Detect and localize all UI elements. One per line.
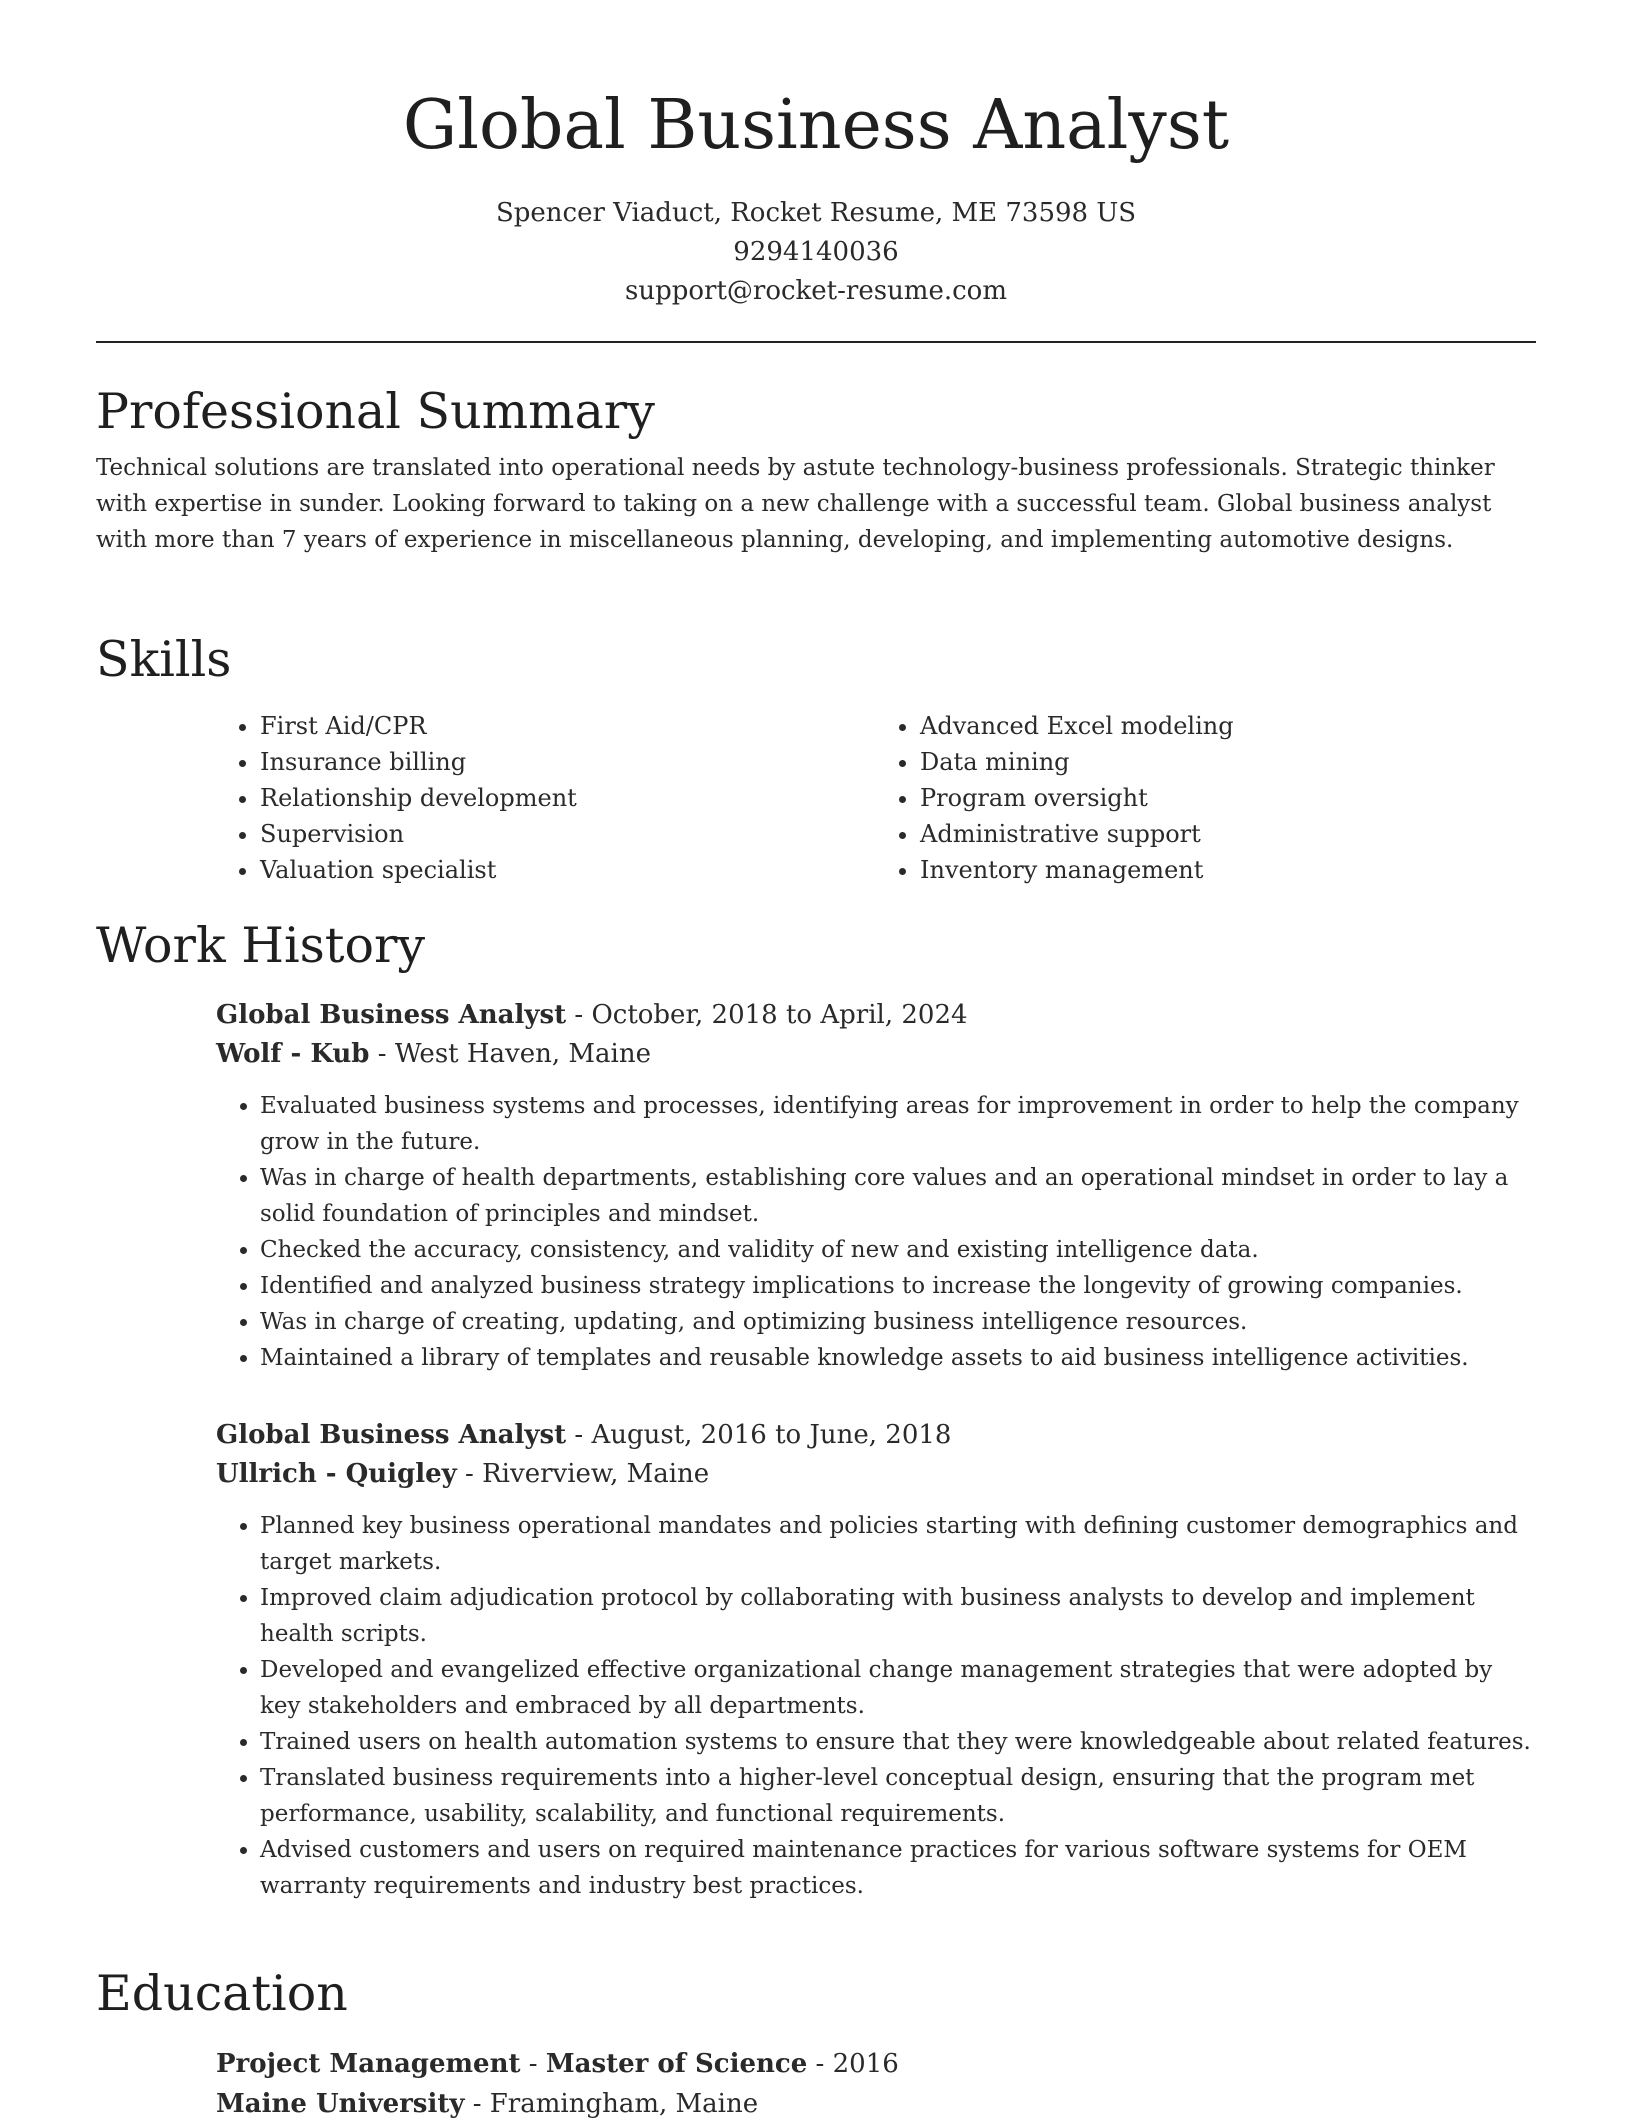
skills-heading: Skills xyxy=(96,631,232,688)
education-degree: Master of Science xyxy=(545,2049,808,2079)
job-company-line: Ullrich - Quigley - Riverview, Maine xyxy=(216,1459,710,1489)
job-bullet: • Planned key business operational mandates and policies starting with defining customer demographics and target markets. xyxy=(260,1508,1536,1580)
skills-grid xyxy=(216,708,1536,888)
education-school-line: Maine University - Framingham, Maine xyxy=(216,2089,759,2119)
job-title: Global Business Analyst xyxy=(216,1420,567,1450)
education-entry xyxy=(216,2044,1536,2124)
education-heading: Education xyxy=(96,1965,348,2022)
education-location: Framingham, Maine xyxy=(489,2089,759,2119)
resume-header xyxy=(0,0,1632,311)
contact-email: support@rocket-resume.com xyxy=(624,276,1007,306)
education-field: Project Management xyxy=(216,2049,521,2079)
job-company-line: Wolf - Kub - West Haven, Maine xyxy=(216,1039,651,1069)
education-year: 2016 xyxy=(832,2049,899,2079)
job-bullet: • Advised customers and users on required maintenance practices for various software systems for OEM warranty requirements and industry best practices. xyxy=(260,1832,1536,1904)
job-bullet: • Trained users on health automation systems to ensure that they were knowledgeable about related features. xyxy=(260,1724,1536,1760)
job-bullet: • Identified and analyzed business strategy implications to increase the longevity of growing companies. xyxy=(260,1268,1536,1304)
job-location: West Haven, Maine xyxy=(394,1039,651,1069)
skill-item: • Insurance billing xyxy=(260,744,876,780)
job-bullet: • Was in charge of creating, updating, and optimizing business intelligence resources. xyxy=(260,1304,1536,1340)
job-bullet: • Evaluated business systems and processes, identifying areas for improvement in order to help the company grow in the future. xyxy=(260,1088,1536,1160)
summary-heading: Professional Summary xyxy=(96,383,655,440)
skill-item: • First Aid/CPR xyxy=(260,708,876,744)
contact-info xyxy=(0,194,1632,311)
job-bullet: • Translated business requirements into a higher-level conceptual design, ensuring that the program met performance, usability, scalability, and functional requirements. xyxy=(260,1760,1536,1832)
education-section xyxy=(96,1964,1536,2124)
skills-column-right xyxy=(876,708,1536,888)
job-title-line: Global Business Analyst - October, 2018 to April, 2024 xyxy=(216,1000,968,1030)
job-title-line: Global Business Analyst - August, 2016 to June, 2018 xyxy=(216,1420,952,1450)
job-company: Ullrich - Quigley xyxy=(216,1459,457,1489)
job-entry xyxy=(216,996,1536,1376)
header-divider xyxy=(96,341,1536,343)
skill-item: • Advanced Excel modeling xyxy=(920,708,1536,744)
skill-item: • Data mining xyxy=(920,744,1536,780)
job-company: Wolf - Kub xyxy=(216,1039,370,1069)
job-entry xyxy=(216,1416,1536,1904)
skills-section xyxy=(96,630,1536,888)
job-location: Riverview, Maine xyxy=(482,1459,710,1489)
work-history-section xyxy=(96,916,1536,1904)
skill-item: • Supervision xyxy=(260,816,876,852)
education-degree-line: Project Management - Master of Science - 2016 xyxy=(216,2049,899,2079)
job-bullets xyxy=(216,1088,1536,1376)
summary-text: Technical solutions are translated into operational needs by astute technology-business professionals. Strategic thinker with expertise in sunder. Looking forward to taking on a new challenge with a successful team. Global business analyst with more than 7 years of experience in miscellaneous planning, developing, and implementing automotive designs. xyxy=(96,455,1495,553)
skill-item: • Inventory management xyxy=(920,852,1536,888)
work-history-heading: Work History xyxy=(96,917,426,974)
education-school: Maine University xyxy=(216,2089,465,2119)
skills-column-left xyxy=(216,708,876,888)
job-bullet: • Checked the accuracy, consistency, and validity of new and existing intelligence data. xyxy=(260,1232,1536,1268)
job-bullets xyxy=(216,1508,1536,1904)
summary-section xyxy=(96,382,1536,558)
contact-phone: 9294140036 xyxy=(733,237,899,267)
skill-item: • Program oversight xyxy=(920,780,1536,816)
contact-address: Spencer Viaduct, Rocket Resume, ME 73598 US xyxy=(495,198,1137,228)
skill-item: • Relationship development xyxy=(260,780,876,816)
skill-item: • Valuation specialist xyxy=(260,852,876,888)
job-dates: October, 2018 to April, 2024 xyxy=(591,1000,968,1030)
job-bullet: • Developed and evangelized effective organizational change management strategies that were adopted by key stakeholders and embraced by all departments. xyxy=(260,1652,1536,1724)
job-bullet: • Was in charge of health departments, establishing core values and an operational mindset in order to lay a solid foundation of principles and mindset. xyxy=(260,1160,1536,1232)
skill-item: • Administrative support xyxy=(920,816,1536,852)
job-title: Global Business Analyst xyxy=(216,1000,567,1030)
job-bullet: • Improved claim adjudication protocol by collaborating with business analysts to develop and implement health scripts. xyxy=(260,1580,1536,1652)
job-bullet: • Maintained a library of templates and reusable knowledge assets to aid business intelligence activities. xyxy=(260,1340,1536,1376)
resume-name: Global Business Analyst xyxy=(402,86,1230,165)
job-dates: August, 2016 to June, 2018 xyxy=(591,1420,952,1450)
